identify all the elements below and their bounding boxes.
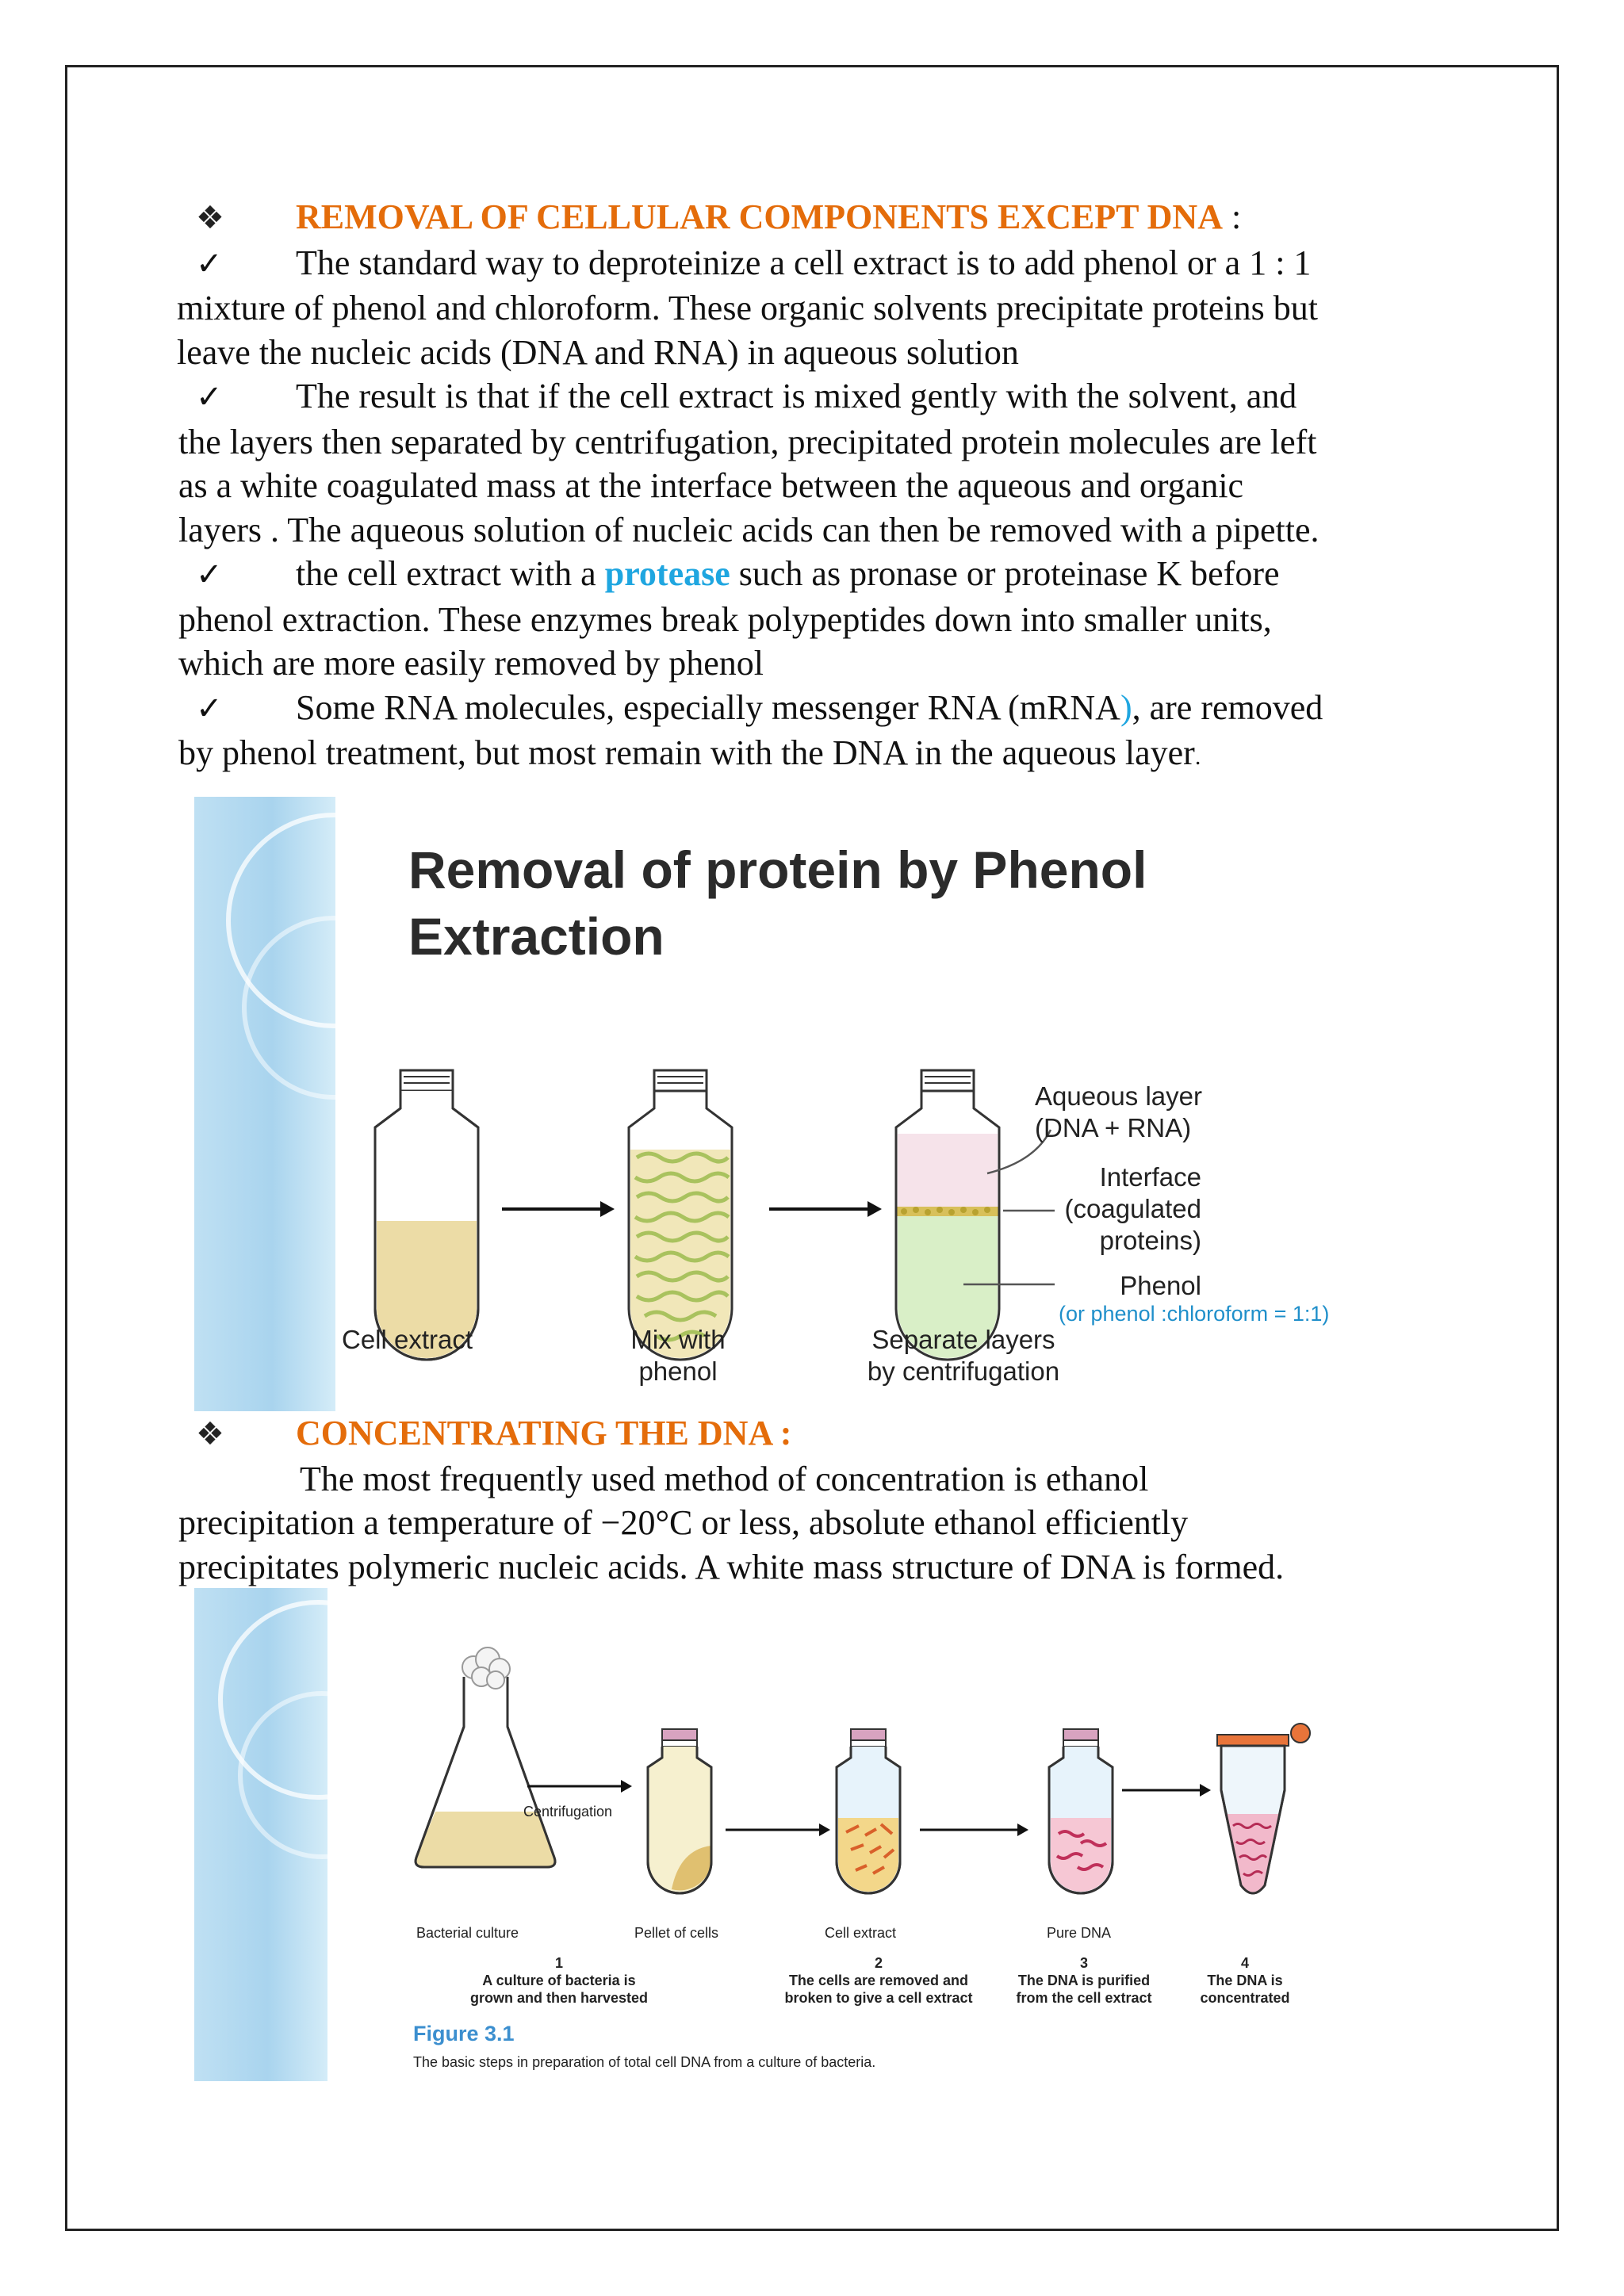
label-cell-extract-small: Cell extract — [825, 1925, 897, 1941]
checkmark-icon: ✓ — [196, 690, 223, 727]
figure-caption: The basic steps in preparation of total cell DNA from a culture of bacteria. — [413, 2054, 876, 2070]
arrow-right-icon — [726, 1823, 830, 1836]
step-1-description: 1 A culture of bacteria is grown and then harvested — [469, 1955, 649, 2006]
step-2-description: 2 The cells are removed and broken to give a cell extract — [784, 1955, 973, 2006]
arrow-right-icon — [502, 1201, 615, 1217]
paragraph-line: precipitation a temperature of −20°C or less, absolute ethanol efficiently — [178, 1503, 1189, 1542]
label-mix-with-phenol: Mix with phenol — [630, 1325, 726, 1386]
checkmark-icon: ✓ — [196, 379, 223, 415]
flask-bacterial-culture — [416, 1647, 555, 1867]
paragraph-line: mixture of phenol and chloroform. These organic solvents precipitate proteins but — [177, 289, 1319, 327]
figure-title: Removal of protein by Phenol Extraction — [408, 840, 1147, 966]
step-3-description: 3 The DNA is purified from the cell extract — [1016, 1955, 1152, 2006]
paragraph-line: precipitates polymeric nucleic acids. A white mass structure of DNA is formed. — [178, 1547, 1285, 1586]
figure-dna-preparation — [194, 1588, 1320, 2081]
tube-cell-extract — [837, 1729, 900, 1893]
bullet-3: ✓ the cell extract with a protease such as pronase or proteinase K before — [178, 552, 1447, 598]
checkmark-icon: ✓ — [196, 557, 223, 593]
arrow-right-icon — [1122, 1784, 1211, 1797]
section-heading-removal: ❖ REMOVAL OF CELLULAR COMPONENTS EXCEPT DNA : — [178, 195, 1447, 241]
label-interface: Interface (coagulated proteins) — [1064, 1162, 1201, 1255]
paragraph-line: layers . The aqueous solution of nucleic acids can then be removed with a pipette. — [178, 510, 1320, 549]
tube-separated-layers — [896, 1070, 999, 1360]
arrow-right-icon — [920, 1823, 1028, 1836]
diamond-bullet-icon: ❖ — [196, 200, 224, 236]
diamond-bullet-icon: ❖ — [196, 1416, 224, 1452]
paragraph-line: which are more easily removed by phenol — [178, 644, 764, 683]
figure-number: Figure 3.1 — [413, 2022, 515, 2045]
arrow-right-icon — [527, 1780, 632, 1793]
paragraph-line: by phenol treatment, but most remain with the DNA in the aqueous layer. — [178, 733, 1201, 772]
label-pure-dna: Pure DNA — [1047, 1925, 1112, 1941]
section-removal — [178, 195, 1447, 779]
paragraph-line: phenol extraction. These enzymes break polypeptides down into smaller units, — [178, 599, 1272, 639]
tube-concentrated-dna — [1217, 1724, 1310, 1893]
tube-cell-extract — [375, 1070, 478, 1360]
tube-pellet-of-cells — [648, 1729, 711, 1893]
bullet-1: ✓ The standard way to deproteinize a cell extract is to add phenol or a 1 : 1 — [178, 241, 1447, 287]
label-bacterial-culture: Bacterial culture — [416, 1925, 519, 1941]
paragraph-line: leave the nucleic acids (DNA and RNA) in aqueous solution — [177, 332, 1019, 372]
paragraph-line: as a white coagulated mass at the interface between the aqueous and organic — [178, 466, 1244, 505]
label-phenol: Phenol — [1120, 1271, 1201, 1300]
label-aqueous-layer: Aqueous layer (DNA + RNA) — [1035, 1081, 1202, 1142]
checkmark-icon: ✓ — [196, 245, 223, 282]
paragraph-line: The most frequently used method of concentration is ethanol — [300, 1459, 1149, 1498]
bullet-2: ✓ The result is that if the cell extract is mixed gently with the solvent, and — [178, 374, 1447, 420]
dna-preparation-diagram — [194, 1588, 1320, 2081]
section-heading-concentrating: ❖ CONCENTRATING THE DNA : — [178, 1411, 1447, 1457]
tube-pure-dna — [1049, 1729, 1113, 1893]
section-concentrating — [178, 1411, 1447, 1589]
label-pellet-of-cells: Pellet of cells — [634, 1925, 719, 1941]
tube-mix-phenol — [629, 1070, 732, 1360]
label-separate-layers: Separate layers by centrifugation — [867, 1325, 1060, 1386]
step-4-description: 4 The DNA is concentrated — [1200, 1955, 1290, 2006]
label-phenol-ratio: (or phenol :chloroform = 1:1) — [1059, 1302, 1330, 1326]
label-cell-extract: Cell extract — [342, 1325, 473, 1354]
label-centrifugation: Centrifugation — [523, 1804, 613, 1820]
bullet-4: ✓ Some RNA molecules, especially messenger RNA (mRNA), are removed — [178, 686, 1447, 732]
arrow-right-icon — [769, 1201, 882, 1217]
protease-highlight: protease — [604, 554, 730, 593]
paragraph-line: the layers then separated by centrifugation, precipitated protein molecules are left — [178, 422, 1317, 461]
figure-phenol-extraction — [194, 797, 1447, 1411]
